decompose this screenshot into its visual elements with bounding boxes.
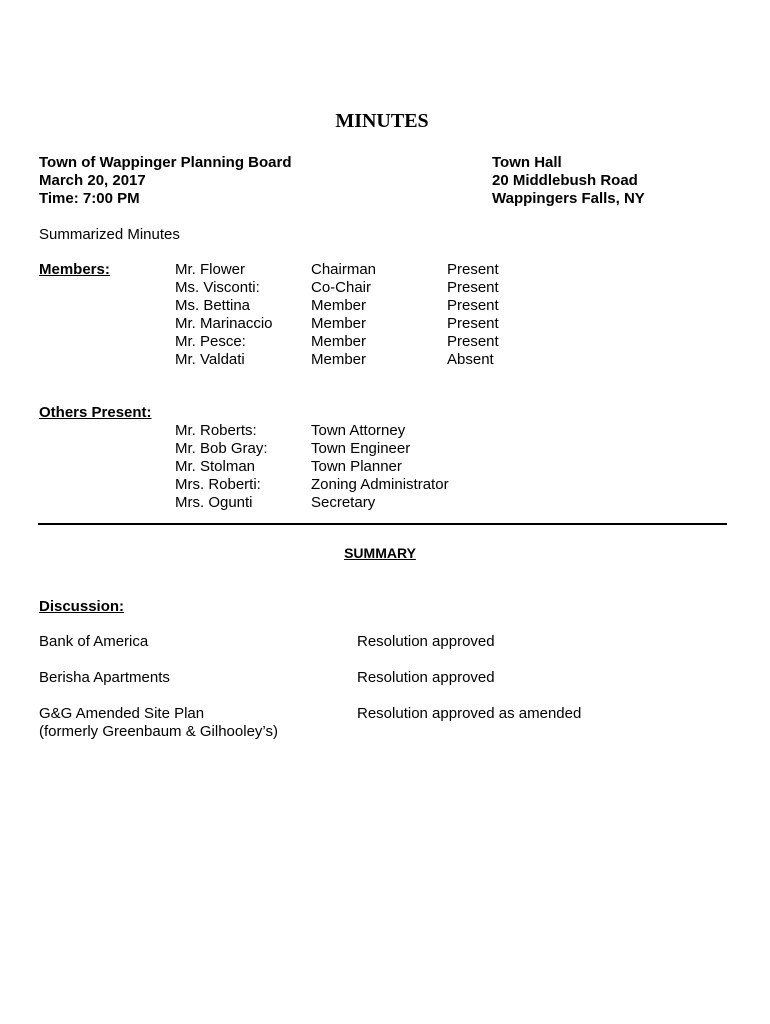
header-left-block [39, 154, 291, 208]
other-name: Mr. Stolman [175, 458, 256, 475]
other-role: Town Planner [311, 458, 402, 475]
discussion-topic: Berisha Apartments [39, 669, 170, 686]
subtitle: Summarized Minutes [39, 226, 180, 243]
members-heading: Members: [39, 261, 110, 278]
other-name: Mrs. Roberti: [175, 476, 261, 493]
member-role: Chairman [311, 261, 377, 278]
other-role: Secretary [311, 494, 376, 511]
others-roles-column [311, 422, 449, 512]
member-name: Mr. Flower [175, 261, 246, 278]
venue-name: Town Hall [492, 154, 562, 171]
member-status: Present [447, 279, 499, 296]
discussion-topic-note: (formerly Greenbaum & Gilhooley’s) [39, 723, 278, 740]
discussion-outcome: Resolution approved [357, 669, 495, 686]
other-name: Mr. Roberts: [175, 422, 257, 439]
other-role: Zoning Administrator [311, 476, 449, 493]
others-heading: Others Present: [39, 404, 152, 421]
discussion-topic: G&G Amended Site Plan [39, 705, 205, 722]
discussion-heading: Discussion: [39, 598, 125, 615]
member-status: Present [447, 297, 499, 314]
member-status: Absent [447, 351, 494, 368]
member-name: Ms. Visconti: [175, 279, 260, 296]
members-status-column [447, 261, 499, 369]
discussion-outcome: Resolution approved as amended [357, 705, 582, 722]
member-status: Present [447, 333, 499, 350]
discussion-outcome: Resolution approved [357, 633, 495, 650]
header-right-block [492, 154, 645, 208]
member-name: Ms. Bettina [175, 297, 251, 314]
board-name: Town of Wappinger Planning Board [39, 154, 292, 171]
member-status: Present [447, 315, 499, 332]
members-roles-column [311, 261, 376, 369]
other-role: Town Engineer [311, 440, 411, 457]
member-role: Member [311, 297, 367, 314]
meeting-time: Time: 7:00 PM [39, 190, 140, 207]
discussion-topic-multiline [39, 705, 278, 741]
venue-street: 20 Middlebush Road [492, 172, 638, 189]
other-role: Town Attorney [311, 422, 406, 439]
venue-city: Wappingers Falls, NY [492, 190, 645, 207]
document-title: MINUTES [335, 110, 429, 132]
members-names-column [175, 261, 273, 369]
member-role: Member [311, 333, 367, 350]
summary-heading: SUMMARY [344, 545, 416, 561]
member-role: Member [311, 351, 367, 368]
discussion-topic: Bank of America [39, 633, 149, 650]
member-name: Mr. Valdati [175, 351, 245, 368]
member-status: Present [447, 261, 499, 278]
member-role: Member [311, 315, 367, 332]
others-names-column [175, 422, 268, 512]
other-name: Mrs. Ogunti [175, 494, 253, 511]
member-name: Mr. Marinaccio [175, 315, 273, 332]
other-name: Mr. Bob Gray: [175, 440, 268, 457]
section-divider [38, 523, 727, 525]
member-name: Mr. Pesce: [175, 333, 246, 350]
member-role: Co-Chair [311, 279, 372, 296]
meeting-date: March 20, 2017 [39, 172, 146, 189]
